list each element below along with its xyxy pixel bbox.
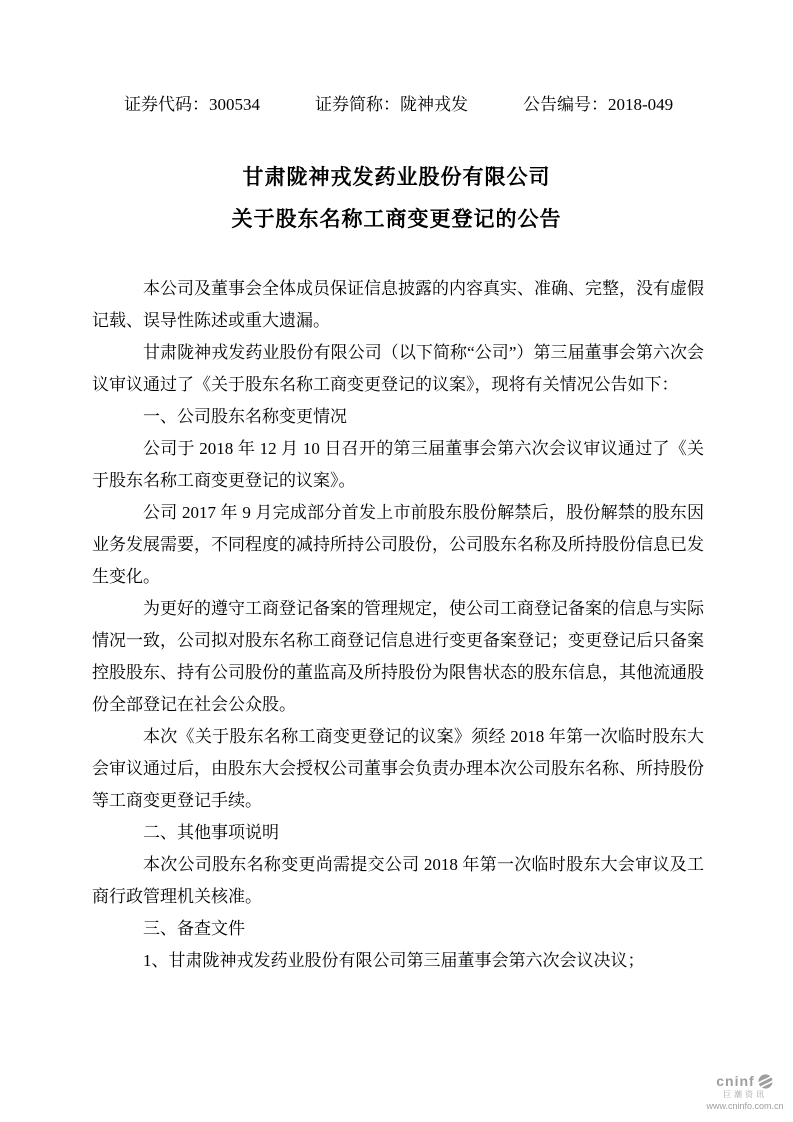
section3-heading: 三、备查文件: [143, 919, 245, 938]
section3-item-1: 1、甘肃陇神戎发药业股份有限公司第三届董事会第六次会议决议；: [143, 951, 645, 970]
cninfo-chinese-name: 巨潮资讯: [723, 1090, 767, 1100]
section2-heading: 二、其他事项说明: [143, 823, 279, 842]
cninfo-watermark: [702, 1073, 788, 1112]
stock-code: 证券代码：300534: [124, 95, 260, 114]
cninfo-swirl-icon: [757, 1073, 774, 1090]
document-title: [0, 157, 793, 241]
section1-paragraph-4: 本次《关于股东名称工商变更登记的议案》须经 2018 年第一次临时股东大会审议通过后，由股东大会授权公司董事会负责办理本次公司股东名称、所持股份等工商变更登记手续。: [92, 727, 704, 810]
section2-paragraph-1: 本次公司股东名称变更尚需提交公司 2018 年第一次临时股东大会审议及工商行政管理机关核准。: [92, 855, 704, 906]
announcement-number: 公告编号：2018-049: [523, 95, 674, 114]
cninfo-brand-text: cninf: [716, 1073, 755, 1090]
section1-heading: 一、公司股东名称变更情况: [143, 407, 347, 426]
disclaimer-paragraph: 本公司及董事会全体成员保证信息披露的内容真实、准确、完整，没有虚假记载、误导性陈述或重大遗漏。: [92, 279, 704, 330]
section1-paragraph-2: 公司 2017 年 9 月完成部分首发上市前股东股份解禁后，股份解禁的股东因业务发展需要，不同程度的减持所持公司股份，公司股东名称及所持股份信息已发生变化。: [92, 503, 704, 586]
document-body: [92, 273, 704, 977]
company-name-title: 甘肃陇神戎发药业股份有限公司: [242, 166, 551, 189]
intro-paragraph: 甘肃陇神戎发药业股份有限公司（以下简称“公司”）第三届董事会第六次会议审议通过了《关于股东名称工商变更登记的议案》，现将有关情况公告如下：: [92, 343, 704, 394]
cninfo-url: www.cninfo.com.cn: [706, 1101, 784, 1112]
announcement-subject-title: 关于股东名称工商变更登记的公告: [231, 208, 562, 231]
section1-paragraph-3: 为更好的遵守工商登记备案的管理规定，使公司工商登记备案的信息与实际情况一致，公司拟对股东名称工商登记信息进行变更备案登记；变更登记后只备案控股股东、持有公司股份的董监高及所持股份为限售状态的股东信息，其他流通股份全部登记在社会公众股。: [92, 599, 704, 714]
document-meta-row: [0, 94, 793, 116]
stock-abbreviation: 证券简称：陇神戎发: [315, 95, 468, 114]
section1-paragraph-1: 公司于 2018 年 12 月 10 日召开的第三届董事会第六次会议审议通过了《关于股东名称工商变更登记的议案》。: [92, 439, 704, 490]
